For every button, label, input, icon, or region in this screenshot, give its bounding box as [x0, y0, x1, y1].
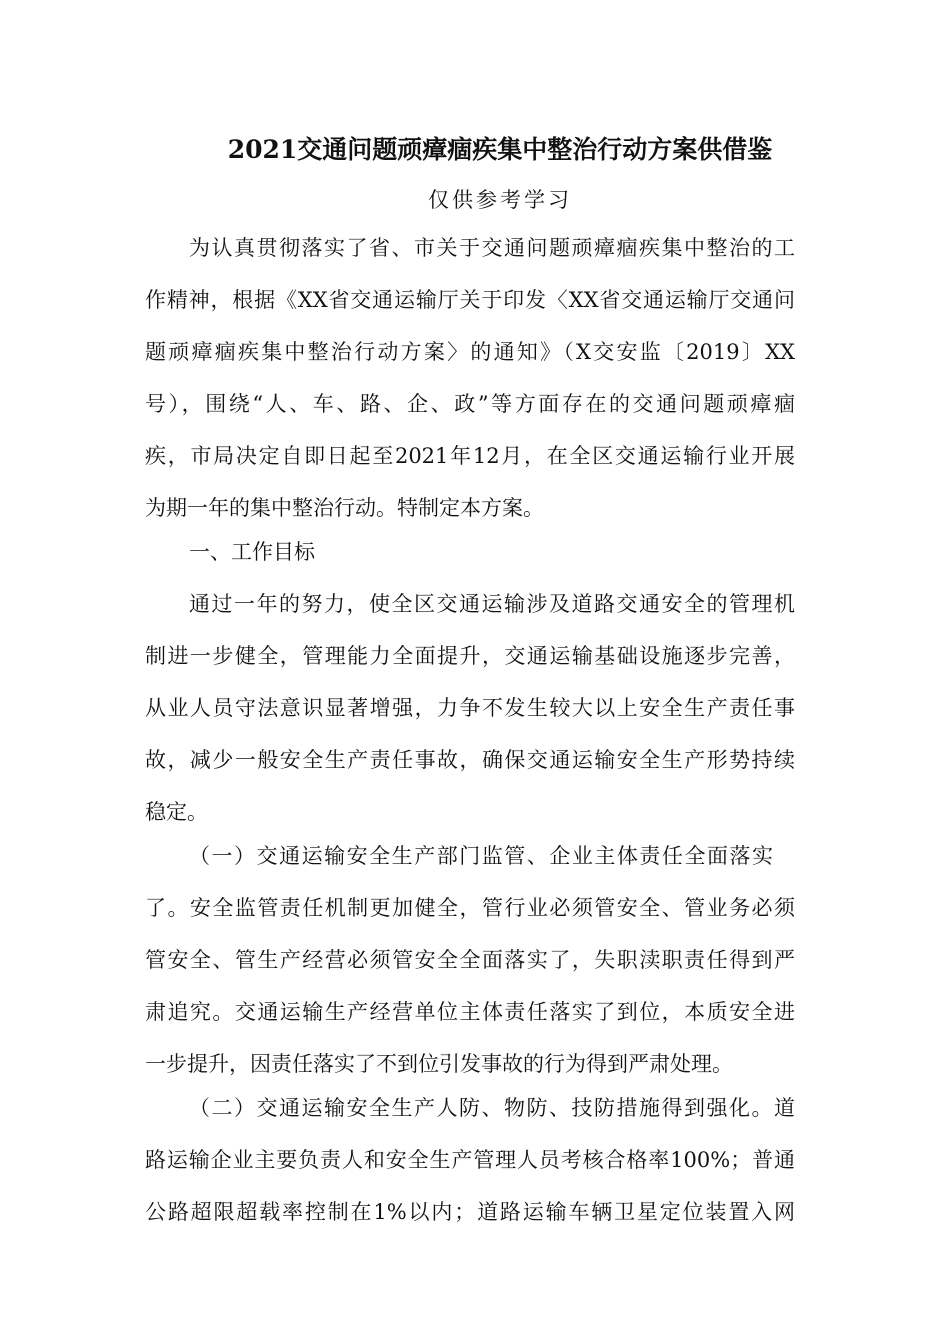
paragraph-line: 疾，市局决定自即日起至2021年12月，在全区交通运输行业开展: [145, 444, 795, 468]
paragraph-line: 一步提升，因责任落实了不到位引发事故的行为得到严肃处理。: [145, 1052, 733, 1076]
paragraph-line: 稳定。: [145, 800, 208, 824]
document-title: 2021交通问题顽瘴痼疾集中整治行动方案供借鉴: [227, 135, 773, 164]
paragraph-line: 管安全、管生产经营必须管安全全面落实了，失职渎职责任得到严: [145, 948, 795, 972]
paragraph-line: （二）交通运输安全生产人防、物防、技防措施得到强化。道: [189, 1096, 795, 1120]
paragraph-line: 为期一年的集中整治行动。特制定本方案。: [145, 496, 544, 520]
paragraph-line: 肃追究。交通运输生产经营单位主体责任落实了到位，本质安全进: [145, 1000, 795, 1024]
paragraph-line: 通过一年的努力，使全区交通运输涉及道路交通安全的管理机: [189, 592, 795, 616]
paragraph-line: 制进一步健全，管理能力全面提升，交通运输基础设施逐步完善，: [145, 644, 795, 668]
paragraph-line: （一）交通运输安全生产部门监管、企业主体责任全面落实: [189, 844, 773, 868]
paragraph-line: 故，减少一般安全生产责任事故，确保交通运输安全生产形势持续: [145, 748, 795, 772]
document-subtitle: 仅供参考学习: [428, 188, 572, 212]
paragraph-line: 了。安全监管责任机制更加健全，管行业必须管安全、管业务必须: [145, 896, 795, 920]
section-heading: 一、工作目标: [189, 540, 315, 564]
paragraph-line: 题顽瘴痼疾集中整治行动方案〉的通知》（X交安监〔2019〕XX: [145, 340, 795, 364]
paragraph-line: 为认真贯彻落实了省、市关于交通问题顽瘴痼疾集中整治的工: [189, 236, 795, 260]
paragraph-line: 号），围绕“人、车、路、企、政”等方面存在的交通问题顽瘴痼: [145, 392, 795, 416]
paragraph-line: 路运输企业主要负责人和安全生产管理人员考核合格率100%；普通: [145, 1148, 795, 1172]
paragraph-line: 从业人员守法意识显著增强，力争不发生较大以上安全生产责任事: [145, 696, 795, 720]
paragraph-line: 作精神，根据《XX省交通运输厅关于印发〈XX省交通运输厅交通问: [145, 288, 795, 312]
paragraph-line: 公路超限超载率控制在1%以内；道路运输车辆卫星定位装置入网: [145, 1200, 795, 1224]
